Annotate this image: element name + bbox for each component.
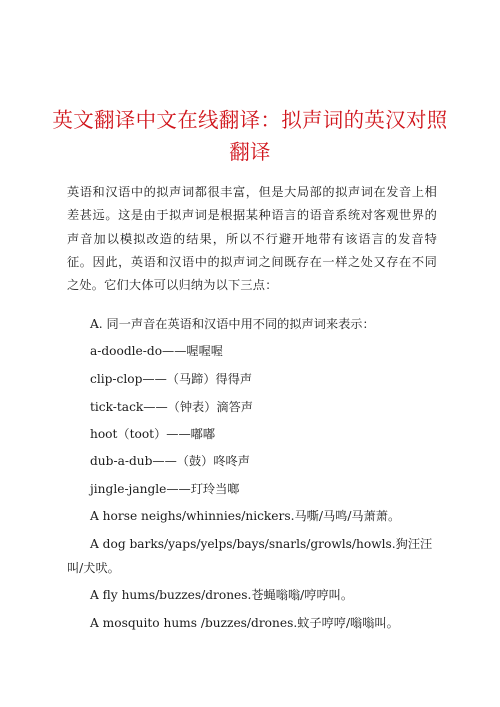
example-line: clip-clop——（马蹄）得得声: [90, 372, 253, 386]
example-sentence: A mosquito hums /buzzes/drones.蚊子哼哼/嗡嗡叫。: [90, 616, 399, 630]
document-title: 英文翻译中文在线翻译：拟声词的英汉对照翻译: [52, 108, 448, 164]
example-line: tick-tack——（钟表）滴答声: [90, 400, 253, 414]
example-line: a-doodle-do——喔喔喔: [90, 344, 223, 358]
section-a-heading: A. 同一声音在英语和汉语中用不同的拟声词来表示：: [90, 317, 375, 331]
example-sentence: A fly hums/buzzes/drones.苍蝇嗡嗡/哼哼叫。: [90, 588, 354, 602]
example-sentence: A horse neighs/whinnies/nickers.马嘶/马鸣/马萧萧。: [90, 509, 401, 523]
example-line: dub-a-dub——（鼓）咚咚声: [90, 454, 250, 468]
example-line: jingle-jangle——玎玲当啷: [90, 482, 240, 496]
example-sentence: A dog barks/yaps/yelps/bays/snarls/growls/howls.狗汪汪叫/犬吠。: [67, 537, 433, 575]
intro-paragraph: 英语和汉语中的拟声词都很丰富，但是大局部的拟声词在发音上相差甚远。这是由于拟声词是根据某种语言的语音系统对客观世界的声音加以模拟改造的结果，所以不行避开地带有该语言的发音特征。因此，英语和汉语中的拟声词之间既存在一样之处又存在不同之处。它们大体可以归纳为以下三点：: [67, 185, 437, 293]
example-line: hoot（toot）——嘟嘟: [90, 427, 216, 441]
